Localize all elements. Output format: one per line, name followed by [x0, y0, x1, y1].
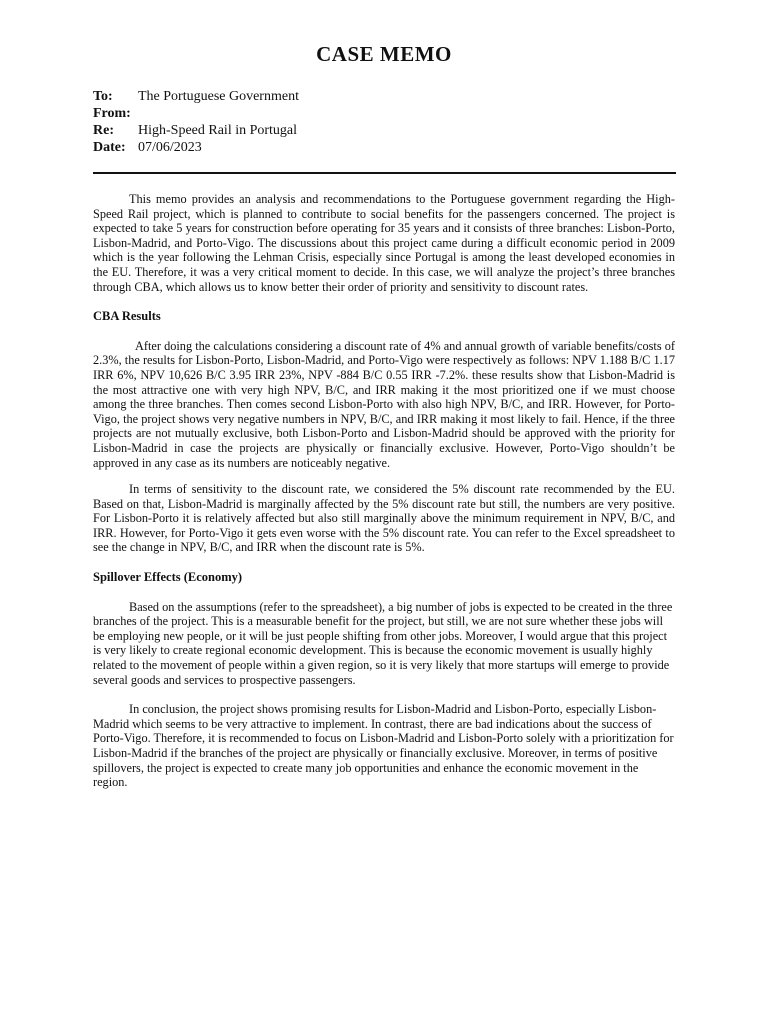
memo-header: [93, 88, 299, 156]
date-row: [93, 139, 299, 156]
to-label: To:: [93, 89, 113, 104]
header-divider: [93, 172, 676, 174]
to-value: The Portuguese Government: [138, 89, 299, 104]
conclusion-paragraph: In conclusion, the project shows promising results for Lisbon-Madrid and Lisbon-Porto, especially Lisbon-Madrid which seems to be very attractive to implement. In contrast, there are bad indications about the success of Porto-Vigo. Therefore, it is recommended to focus on Lisbon-Madrid and Lisbon-Porto solely with a prioritization for Lisbon-Madrid if the branches of the project are physically or financially exclusive. Moreover, in terms of positive spillovers, the project is expected to create many job opportunities and enhance the economic movement in the region.: [93, 702, 674, 790]
re-label: Re:: [93, 123, 114, 138]
intro-paragraph: This memo provides an analysis and recommendations to the Portuguese government regarding the High-Speed Rail project, which is planned to contribute to social benefits for the passengers concerned. The project is expected to take 5 years for construction before operating for 35 years and it consists of three branches: Lisbon-Porto, Lisbon-Madrid, and Porto-Vigo. The discussions about this project came during a difficult economic period in 2009 which is the year following the Lehman Crisis, especially since Portugal is among the least developed economies in the EU. Therefore, it was a very critical moment to decide. In this case, we will analyze the project’s three branches through CBA, which allows us to know better their order of priority and sensitivity to discount rates.: [93, 192, 675, 294]
to-row: [93, 88, 299, 105]
from-label: From:: [93, 106, 131, 121]
spillover-paragraph: Based on the assumptions (refer to the spreadsheet), a big number of jobs is expected to be created in the three branches of the project. This is a measurable benefit for the project, but still, we are not sure whether these jobs will be employing new people, or it will be just people shifting from other jobs. Moreover, I would argue that this project is very likely to create regional economic development. This is because the economic movement is usually highly related to the movement of people within a given region, so it is very likely that more startups will emerge to provide several goods and services to prospective passengers.: [93, 599, 673, 687]
re-value: High-Speed Rail in Portugal: [138, 123, 298, 138]
cba-heading: CBA Results: [93, 309, 161, 324]
cba-paragraph-1: After doing the calculations considering a discount rate of 4% and annual growth of variable benefits/costs of 2.3%, the results for Lisbon-Porto, Lisbon-Madrid, and Porto-Vigo were respectively as follows: NPV 1.188 B/C 1.17 IRR 6%, NPV 10,626 B/C 3.95 IRR 23%, NPV -884 B/C 0.55 IRR -7.2%. these results show that Lisbon-Madrid is the most attractive one with very high NPV, B/C, and IRR making it the most prioritized one if we must choose among the three branches. Then comes second Lisbon-Porto with also high NPV, B/C, and IRR. However, for Porto-Vigo, the project shows very negative numbers in NPV, B/C, and IRR making it most likely to fail. Hence, if the three projects are not mutually exclusive, both Lisbon-Porto and Lisbon-Madrid should be approved with the priority for Lisbon-Madrid in case the projects are physically or financially exclusive. However, Porto-Vigo shouldn’t be approved in any case as its numbers are noticeably negative.: [93, 338, 675, 470]
date-label: Date:: [93, 140, 126, 155]
memo-title: CASE MEMO: [316, 42, 452, 66]
re-row: [93, 122, 299, 139]
spillover-heading: Spillover Effects (Economy): [93, 570, 243, 585]
memo-body: [93, 192, 675, 790]
cba-paragraph-2: In terms of sensitivity to the discount rate, we considered the 5% discount rate recommended by the EU. Based on that, Lisbon-Madrid is marginally affected by the 5% discount rate but still, the numbers are very positive. For Lisbon-Porto it is relatively affected but also still marginally above the minimum requirement in NPV, B/C, and IRR. However, for Porto-Vigo it gets even worse with the 5% discount rate. You can refer to the Excel spreadsheet to see the change in NPV, B/C, and IRR when the discount rate is 5%.: [93, 482, 675, 555]
from-row: [93, 105, 299, 122]
date-value: 07/06/2023: [138, 140, 202, 155]
